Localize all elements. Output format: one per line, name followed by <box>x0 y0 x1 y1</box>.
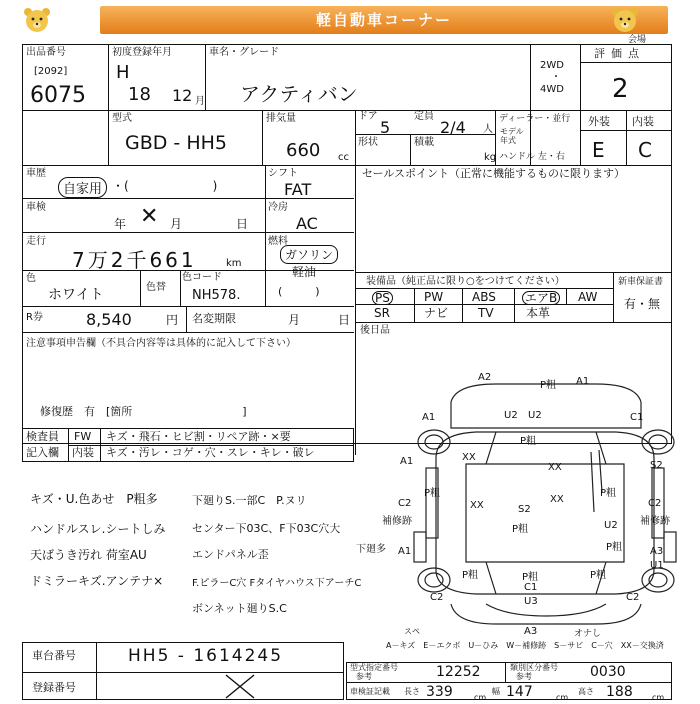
history-value: 自家用 <box>58 177 107 198</box>
inspector-label-1: 検査員 <box>26 430 59 443</box>
dg-xx-b: XX <box>548 462 562 473</box>
dg-u2-a: U2 <box>504 410 518 421</box>
first-reg-year: 18 <box>128 84 151 105</box>
header-title: 軽自動車コーナー <box>315 11 452 29</box>
registration-cross <box>220 673 260 700</box>
dg-s2-center: S2 <box>518 504 531 515</box>
lot-number: 6075 <box>30 83 86 108</box>
mileage-value: 7万2千661 <box>72 248 197 272</box>
hw-note-1: キズ・U.色あせ P粗多 <box>30 492 158 506</box>
first-reg-era: H <box>116 62 130 83</box>
class-value: 0030 <box>590 664 626 680</box>
chassis-label: 車台番号 <box>32 649 76 662</box>
dg-a3-right: A3 <box>650 546 664 557</box>
displacement-value: 660 <box>286 140 321 161</box>
capacity-value: 2/4 <box>440 118 466 137</box>
dg-repair-right: 補修跡 <box>640 516 670 527</box>
dg-p-rough-a: P粗 <box>520 436 537 447</box>
fuel-gasoline: ガソリン <box>280 245 338 264</box>
dg-u1-right: U1 <box>650 560 664 571</box>
color-value: ホワイト <box>48 287 104 303</box>
cooler-label: 冷房 <box>268 202 288 213</box>
type-designation-sub: 参考 <box>356 672 372 681</box>
dg-p-rough-b: P粗 <box>424 488 441 499</box>
fuel-paren: ( ) <box>278 285 320 298</box>
dg-p-rough-h: P粗 <box>590 570 607 581</box>
model-year-label: モデル 年式 <box>500 127 524 145</box>
dg-a3-bottom: A3 <box>524 626 538 637</box>
height-value: 188 <box>606 684 633 700</box>
first-reg-label: 初度登録年月 <box>112 47 172 58</box>
dg-xx-c: XX <box>470 500 484 511</box>
inspection-year-unit: 年 <box>114 217 127 231</box>
dg-s2-right: S2 <box>650 460 663 471</box>
equip-aw: AW <box>578 290 598 304</box>
color-label: 色 <box>26 273 36 284</box>
mileage-unit: km <box>226 258 242 269</box>
dg-xx-a: XX <box>462 452 476 463</box>
repair-history: 修復歴 有 [箇所 ] <box>40 405 247 418</box>
lot-label: 出品番号 <box>26 47 66 58</box>
drive-4wd: 4WD <box>540 84 564 95</box>
fw-items: キズ・飛石・ヒビ割・リペア跡・×要 <box>106 430 291 443</box>
dg-a1-left: A1 <box>422 412 436 423</box>
score-label: 評価点 <box>594 47 645 60</box>
dg-c2-low-left: C2 <box>430 592 444 603</box>
class-sub: 参考 <box>516 672 532 681</box>
interior-items: キズ・汚レ・コゲ・穴・スレ・キレ・破レ <box>106 446 315 459</box>
bear-icon <box>610 6 640 34</box>
fuel-label: 燃料 <box>268 236 288 247</box>
venue-label: 会場 <box>628 35 647 45</box>
fuel-diesel: 軽油 <box>292 265 317 279</box>
model-name-value: アクティバン <box>240 82 358 106</box>
dg-none: オナし <box>574 629 602 639</box>
dg-c2-low-right: C2 <box>626 592 640 603</box>
history-label: 車歴 <box>26 168 46 179</box>
equip-abs: ABS <box>472 290 496 304</box>
hw-note-4: ドミラーキズ.アンテナ× <box>30 574 164 588</box>
shift-label: シフト <box>268 168 298 179</box>
dg-spare: スペ <box>404 627 420 636</box>
inspection-label: 車検 <box>26 202 46 213</box>
hw-note-3: 天ばうき汚れ 荷室AU <box>30 548 147 562</box>
dg-p-rough-d: P粗 <box>512 524 529 535</box>
hw-note-2: ハンドルスレ.シートしみ <box>30 522 166 536</box>
hw-note-side: 下廻多 <box>356 544 386 555</box>
load-label: 積載 <box>414 137 434 148</box>
color-code-label: 色コード <box>182 272 222 283</box>
inspection-day-unit: 日 <box>236 217 249 231</box>
dimensions-label: 車検証記載 <box>350 687 390 696</box>
dealer-label: ディーラー・並行 <box>499 114 571 124</box>
equip-sr: SR <box>374 306 390 320</box>
chassis-value: HH5 - 1614245 <box>128 646 284 666</box>
hw-note-8: F.ピラーC穴 Fタイヤハウス下アーチC <box>192 578 362 589</box>
capacity-label: 定員 <box>414 111 434 122</box>
dg-p-rough-top: P粗 <box>540 380 557 391</box>
notes-label: 注意事項申告欄（不具合内容等は具体的に記入して下さい） <box>26 338 296 349</box>
dg-c1-right: C1 <box>630 412 644 423</box>
hw-note-9: ボンネット廻りS.C <box>192 602 287 615</box>
width-unit: cm <box>556 693 569 702</box>
equip-navi: ナビ <box>424 306 449 320</box>
doors-label: ドア <box>358 111 378 122</box>
recycle-value: 8,540 <box>86 310 132 329</box>
dg-a1-mid: A1 <box>400 456 414 467</box>
equip-airbag: エアB <box>522 291 560 305</box>
tax-day-unit: 日 <box>338 313 351 327</box>
inspection-month-unit: 月 <box>170 217 183 231</box>
drive-2wd: 2WD <box>540 60 564 71</box>
length-unit: cm <box>474 693 487 702</box>
bear-icon <box>22 6 52 34</box>
dg-repair-left: 補修跡 <box>382 516 412 527</box>
color-code-value: NH578. <box>192 288 241 303</box>
recycle-label: R券 <box>26 312 43 323</box>
doors-value: 5 <box>380 118 391 137</box>
registration-label: 登録番号 <box>32 681 76 694</box>
mileage-label: 走行 <box>26 236 46 247</box>
length-value: 339 <box>426 684 453 700</box>
recycle-unit: 円 <box>166 313 179 327</box>
displacement-unit: cc <box>338 152 349 163</box>
height-unit: cm <box>652 693 665 702</box>
drive-dot: ・ <box>551 72 561 83</box>
dg-c2-right: C2 <box>648 498 662 509</box>
type-designation-value: 12252 <box>436 664 481 680</box>
model-code-label: 型式 <box>112 113 132 124</box>
shift-value: FAT <box>284 180 312 199</box>
fw-label: FW <box>74 430 92 443</box>
tax-label: 名変期限 <box>192 312 236 325</box>
dg-a1-top-right: A1 <box>576 376 590 387</box>
dg-p-rough-g: P粗 <box>462 570 479 581</box>
dg-p-rough-e: P粗 <box>606 542 623 553</box>
dg-p-rough-c: P粗 <box>600 488 617 499</box>
ext-value: E <box>592 138 605 162</box>
dg-c2-left: C2 <box>398 498 412 509</box>
sales-point-label: セールスポイント（正常に機能するものに限ります） <box>362 167 626 180</box>
lot-sub-number: [2092] <box>34 66 68 77</box>
equipment-label: 装備品（純正品に限り○をつけてください） <box>366 276 565 287</box>
tax-month-unit: 月 <box>288 313 301 327</box>
first-reg-month-unit: 月 <box>195 96 205 107</box>
equip-ps: PS <box>372 291 393 305</box>
ext-label: 外装 <box>588 115 610 128</box>
history-rest: ・( ) <box>112 179 218 193</box>
dg-c1-low: C1 <box>524 582 538 593</box>
dg-a2: A2 <box>478 372 492 383</box>
hw-note-6: センター下03C、F下03C穴大 <box>192 522 341 535</box>
diagram-legend: A－キズ E－エクボ U－ひみ W－補修跡 S－サビ C－穴 XX－交換済 <box>386 641 664 650</box>
first-reg-month: 12 <box>172 86 193 105</box>
model-code-value: GBD - HH5 <box>125 132 227 154</box>
dg-xx-d: XX <box>550 494 564 505</box>
cooler-value: AC <box>296 214 318 233</box>
type-designation-label: 型式指定番号 <box>350 663 398 672</box>
inspection-mark: ✕ <box>140 204 159 229</box>
hw-note-5: 下廻りS.一部C P.ヌリ <box>192 494 307 507</box>
color-replace-label: 色替 <box>146 282 166 293</box>
load-unit: kg <box>484 152 497 163</box>
dg-a1-low: A1 <box>398 546 412 557</box>
capacity-unit: 人 <box>483 124 493 135</box>
inspector-label-2: 記入欄 <box>26 446 59 459</box>
dg-p-rough-f: P粗 <box>522 572 539 583</box>
width-label: 幅 <box>492 687 500 696</box>
dg-u2-b: U2 <box>528 410 542 421</box>
handle-label: ハンドル 左・右 <box>499 152 565 162</box>
shape-label: 形状 <box>358 137 378 148</box>
int-value: C <box>638 138 652 162</box>
width-value: 147 <box>506 684 533 700</box>
int-label: 内装 <box>632 115 654 128</box>
equip-pw: PW <box>424 290 444 304</box>
warranty-label: 新車保証書 <box>618 277 664 287</box>
model-name-label: 車名・グレード <box>209 47 279 58</box>
dg-u3: U3 <box>524 596 538 607</box>
warranty-value: 有・無 <box>624 297 661 311</box>
after-docs-label: 後日品 <box>360 325 390 336</box>
interior-label: 内装 <box>72 446 94 459</box>
displacement-label: 排気量 <box>266 113 296 124</box>
score-value: 2 <box>612 74 629 104</box>
equip-leather: 本革 <box>526 306 551 320</box>
length-label: 長さ <box>404 687 420 696</box>
hw-note-7: エンドパネル歪 <box>192 548 269 561</box>
height-label: 高さ <box>578 687 594 696</box>
class-label: 類別区分番号 <box>510 663 558 672</box>
dg-u2-c: U2 <box>604 520 618 531</box>
equip-tv: TV <box>478 306 494 320</box>
